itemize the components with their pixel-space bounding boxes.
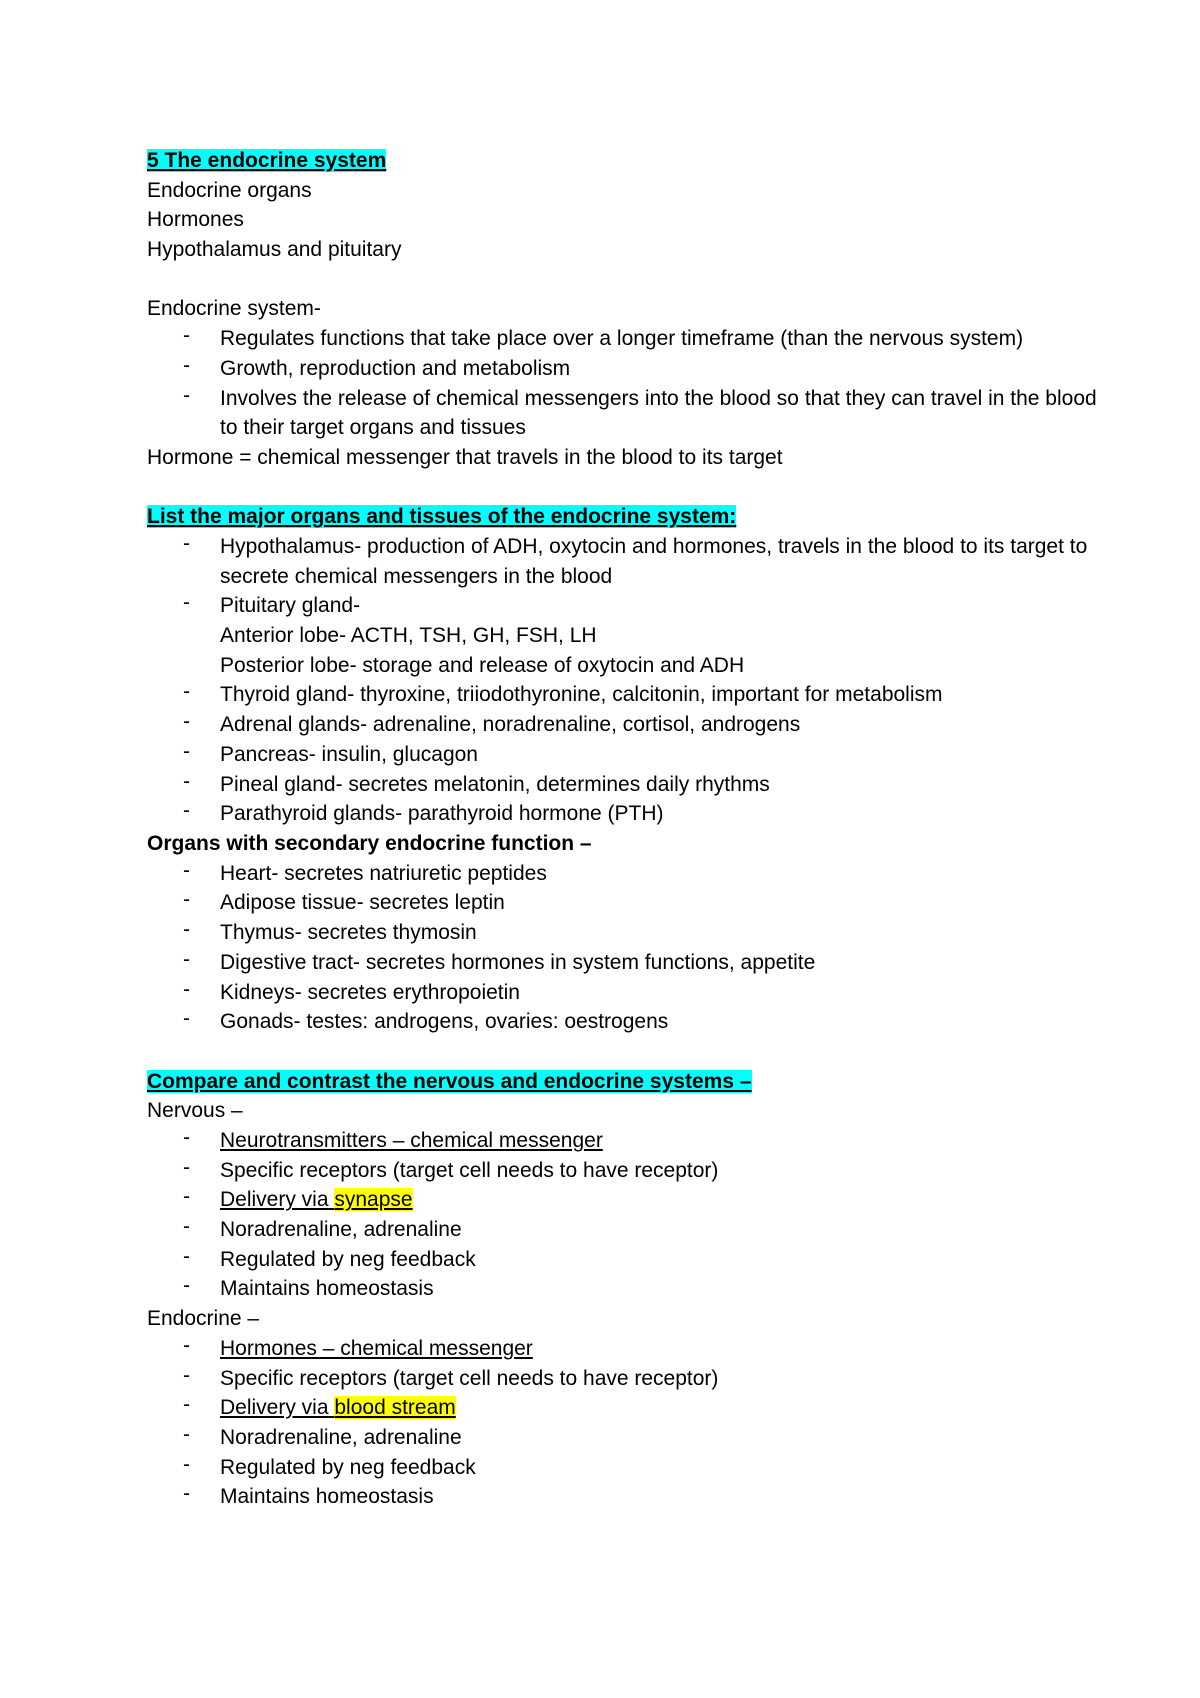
list-item bbox=[147, 948, 1107, 978]
list-item bbox=[147, 1215, 1107, 1245]
list-item-text: Maintains homeostasis bbox=[220, 1485, 434, 1509]
dash-bullet: - bbox=[183, 1244, 190, 1268]
list-item-text: Growth, reproduction and metabolism bbox=[220, 356, 571, 380]
list-item-text: Gonads- testes: androgens, ovaries: oestrogens bbox=[220, 1010, 669, 1034]
highlighted-term: blood stream bbox=[334, 1396, 456, 1420]
list-item-text: Maintains homeostasis bbox=[220, 1277, 434, 1301]
list-item bbox=[147, 888, 1107, 918]
topic-line: Endocrine organs bbox=[147, 178, 312, 202]
list-item bbox=[147, 1126, 1107, 1156]
list-item bbox=[147, 1393, 1107, 1423]
dash-bullet: - bbox=[183, 799, 190, 823]
list-item bbox=[147, 384, 1107, 443]
list-item bbox=[147, 1007, 1107, 1037]
dash-bullet: - bbox=[183, 383, 190, 407]
list-item-text: Hypothalamus- production of ADH, oxytocin and hormones, travels in the blood to its target to secrete chemical messengers in the blood bbox=[220, 535, 1088, 588]
list-item bbox=[147, 918, 1107, 948]
dash-bullet: - bbox=[183, 710, 190, 734]
list-item bbox=[147, 324, 1107, 354]
list-item-text: Regulated by neg feedback bbox=[220, 1455, 476, 1479]
list-item bbox=[147, 1423, 1107, 1453]
list-item-text: Noradrenaline, adrenaline bbox=[220, 1425, 462, 1449]
list-item-text: Adipose tissue- secretes leptin bbox=[220, 891, 505, 915]
list-item-text: Specific receptors (target cell needs to have receptor) bbox=[220, 1366, 719, 1390]
list-item bbox=[147, 1274, 1107, 1304]
list-item bbox=[147, 591, 1107, 621]
nervous-label: Nervous – bbox=[147, 1099, 243, 1123]
delivery-prefix: Delivery via bbox=[220, 1396, 335, 1420]
dash-bullet: - bbox=[183, 739, 190, 763]
list-item-text: Pituitary gland- bbox=[220, 594, 361, 618]
list-item-text: Pineal gland- secretes melatonin, determines daily rhythms bbox=[220, 772, 770, 796]
section-heading: List the major organs and tissues of the endocrine system: bbox=[147, 505, 737, 529]
list-item-text: Thymus- secretes thymosin bbox=[220, 921, 477, 945]
list-item-text: Heart- secretes natriuretic peptides bbox=[220, 861, 547, 885]
dash-bullet: - bbox=[183, 858, 190, 882]
section-heading: Compare and contrast the nervous and endocrine systems – bbox=[147, 1069, 752, 1093]
dash-bullet: - bbox=[183, 1007, 190, 1031]
list-item-text: Regulated by neg feedback bbox=[220, 1247, 476, 1271]
topic-line: Hormones bbox=[147, 208, 244, 232]
dash-bullet: - bbox=[183, 1215, 190, 1239]
list-item-text: Regulates functions that take place over a longer timeframe (than the nervous system) bbox=[220, 327, 1024, 351]
list-item bbox=[147, 978, 1107, 1008]
list-item bbox=[147, 680, 1107, 710]
list-item bbox=[147, 770, 1107, 800]
dash-bullet: - bbox=[183, 947, 190, 971]
list-item-text: Involves the release of chemical messengers into the blood so that they can travel in the blood to their target organs and tissues bbox=[220, 386, 1097, 440]
dash-bullet: - bbox=[183, 1333, 190, 1357]
dash-bullet: - bbox=[183, 1393, 190, 1417]
dash-bullet: - bbox=[183, 532, 190, 555]
list-item-text bbox=[220, 1185, 1107, 1215]
dash-bullet: - bbox=[183, 1274, 190, 1298]
sub-line: Posterior lobe- storage and release of oxytocin and ADH bbox=[220, 653, 745, 677]
endocrine-label: Endocrine – bbox=[147, 1307, 260, 1331]
list-item-text: Thyroid gland- thyroxine, triiodothyronine, calcitonin, important for metabolism bbox=[220, 683, 943, 707]
dash-bullet: - bbox=[183, 888, 190, 912]
dash-bullet: - bbox=[183, 769, 190, 793]
list-item bbox=[147, 799, 1107, 829]
list-item-text: Digestive tract- secretes hormones in system functions, appetite bbox=[220, 950, 816, 974]
delivery-prefix: Delivery via bbox=[220, 1188, 335, 1212]
document-body bbox=[147, 146, 1107, 1512]
section-label: Endocrine system- bbox=[147, 297, 321, 321]
list-item-text: Kidneys- secretes erythropoietin bbox=[220, 980, 520, 1004]
list-item bbox=[147, 1185, 1107, 1215]
dash-bullet: - bbox=[183, 353, 190, 377]
list-item bbox=[147, 354, 1107, 384]
dash-bullet: - bbox=[183, 1363, 190, 1387]
highlighted-term: synapse bbox=[334, 1188, 413, 1212]
list-item-text: Parathyroid glands- parathyroid hormone (PTH) bbox=[220, 802, 664, 826]
heading-line bbox=[147, 1067, 1107, 1097]
dash-bullet: - bbox=[183, 1155, 190, 1179]
dash-bullet: - bbox=[183, 1185, 190, 1209]
dash-bullet: - bbox=[183, 1452, 190, 1476]
list-item bbox=[147, 1156, 1107, 1186]
list-item-text: Hormones – chemical messenger bbox=[220, 1336, 533, 1360]
list-item bbox=[147, 532, 1107, 591]
list-item bbox=[147, 859, 1107, 889]
dash-bullet: - bbox=[183, 977, 190, 1001]
topic-line: Hypothalamus and pituitary bbox=[147, 238, 402, 262]
title-line bbox=[147, 146, 1107, 176]
list-item bbox=[147, 740, 1107, 770]
list-item bbox=[147, 1245, 1107, 1275]
dash-bullet: - bbox=[183, 1422, 190, 1446]
dash-bullet: - bbox=[183, 1482, 190, 1506]
list-item-text: Noradrenaline, adrenaline bbox=[220, 1218, 462, 1242]
heading-line bbox=[147, 502, 1107, 532]
list-item bbox=[147, 1364, 1107, 1394]
sub-line: Anterior lobe- ACTH, TSH, GH, FSH, LH bbox=[220, 624, 597, 648]
dash-bullet: - bbox=[183, 918, 190, 942]
hormone-definition: Hormone = chemical messenger that travels in the blood to its target bbox=[147, 445, 783, 469]
spacer bbox=[147, 473, 1107, 503]
spacer bbox=[147, 1037, 1107, 1067]
list-item-text: Neurotransmitters – chemical messenger bbox=[220, 1128, 603, 1152]
list-item bbox=[147, 710, 1107, 740]
section-subheading: Organs with secondary endocrine function – bbox=[147, 832, 592, 855]
spacer bbox=[147, 265, 1107, 295]
dash-bullet: - bbox=[183, 591, 190, 615]
list-item-text: Pancreas- insulin, glucagon bbox=[220, 742, 478, 766]
list-item bbox=[147, 1334, 1107, 1364]
list-item bbox=[147, 1482, 1107, 1512]
list-item-text bbox=[220, 1393, 1107, 1423]
list-item-text: Adrenal glands- adrenaline, noradrenaline, cortisol, androgens bbox=[220, 713, 801, 737]
dash-bullet: - bbox=[183, 1125, 190, 1149]
dash-bullet: - bbox=[183, 680, 190, 704]
list-item bbox=[147, 1453, 1107, 1483]
page-title: 5 The endocrine system bbox=[147, 149, 387, 172]
dash-bullet: - bbox=[183, 324, 190, 348]
list-item-text: Specific receptors (target cell needs to have receptor) bbox=[220, 1158, 719, 1182]
